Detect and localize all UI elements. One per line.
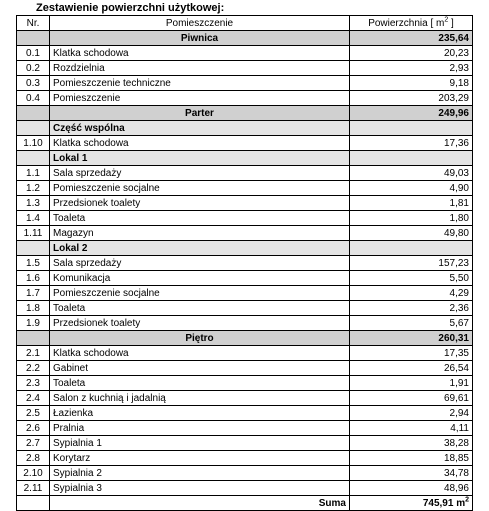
header-area-text: Powierzchnia [ m <box>368 17 445 29</box>
area-table <box>16 15 473 511</box>
room-area: 20,23 <box>350 46 473 61</box>
room-number: 1.5 <box>17 256 50 271</box>
section-value: 235,64 <box>350 31 473 46</box>
subsection-value <box>350 121 473 136</box>
room-area: 69,61 <box>350 391 473 406</box>
section-label: Parter <box>50 106 350 121</box>
room-name: Łazienka <box>50 406 350 421</box>
room-area: 4,29 <box>350 286 473 301</box>
room-name: Sala sprzedaży <box>50 256 350 271</box>
room-area: 4,11 <box>350 421 473 436</box>
table-row <box>17 166 473 181</box>
subsection-row <box>17 151 473 166</box>
table-row <box>17 376 473 391</box>
room-area: 1,80 <box>350 211 473 226</box>
room-name: Toaleta <box>50 376 350 391</box>
room-area: 49,80 <box>350 226 473 241</box>
total-label: Suma <box>50 496 350 511</box>
room-area: 203,29 <box>350 91 473 106</box>
table-row <box>17 436 473 451</box>
room-area: 18,85 <box>350 451 473 466</box>
room-area: 17,35 <box>350 346 473 361</box>
subsection-label: Lokal 2 <box>50 241 350 256</box>
section-nr <box>17 31 50 46</box>
room-name: Przedsionek toalety <box>50 196 350 211</box>
room-name: Salon z kuchnią i jadalnią <box>50 391 350 406</box>
room-number: 2.7 <box>17 436 50 451</box>
room-name: Sypialnia 2 <box>50 466 350 481</box>
room-number: 1.4 <box>17 211 50 226</box>
room-name: Sala sprzedaży <box>50 166 350 181</box>
section-value: 249,96 <box>350 106 473 121</box>
room-number: 1.6 <box>17 271 50 286</box>
room-area: 49,03 <box>350 166 473 181</box>
room-number: 0.2 <box>17 61 50 76</box>
header-area-unit: 2 <box>444 16 449 24</box>
room-number: 2.3 <box>17 376 50 391</box>
room-area: 4,90 <box>350 181 473 196</box>
room-name: Toaleta <box>50 211 350 226</box>
room-number: 0.4 <box>17 91 50 106</box>
table-row <box>17 361 473 376</box>
room-name: Komunikacja <box>50 271 350 286</box>
table-row <box>17 46 473 61</box>
table-row <box>17 181 473 196</box>
room-name: Klatka schodowa <box>50 346 350 361</box>
table-row <box>17 451 473 466</box>
subsection-nr <box>17 151 50 166</box>
room-area: 1,81 <box>350 196 473 211</box>
subsection-label: Lokal 1 <box>50 151 350 166</box>
table-row <box>17 91 473 106</box>
table-row <box>17 391 473 406</box>
table-body <box>17 31 473 496</box>
room-area: 48,96 <box>350 481 473 496</box>
section-row <box>17 31 473 46</box>
room-name: Pralnia <box>50 421 350 436</box>
table-row <box>17 226 473 241</box>
table-row <box>17 196 473 211</box>
subsection-value <box>350 151 473 166</box>
room-area: 5,50 <box>350 271 473 286</box>
room-area: 17,36 <box>350 136 473 151</box>
total-value <box>350 496 473 511</box>
table-row <box>17 286 473 301</box>
room-number: 2.8 <box>17 451 50 466</box>
section-label: Piwnica <box>50 31 350 46</box>
room-number: 2.4 <box>17 391 50 406</box>
room-name: Sypialnia 1 <box>50 436 350 451</box>
room-number: 0.3 <box>17 76 50 91</box>
room-number: 1.8 <box>17 301 50 316</box>
header-area-close: ] <box>448 17 454 29</box>
table-row <box>17 406 473 421</box>
room-area: 9,18 <box>350 76 473 91</box>
room-area: 5,67 <box>350 316 473 331</box>
room-name: Pomieszczenie techniczne <box>50 76 350 91</box>
room-number: 0.1 <box>17 46 50 61</box>
room-area: 34,78 <box>350 466 473 481</box>
table-row <box>17 76 473 91</box>
room-area: 38,28 <box>350 436 473 451</box>
room-number: 1.2 <box>17 181 50 196</box>
room-number: 2.10 <box>17 466 50 481</box>
room-number: 2.11 <box>17 481 50 496</box>
room-name: Pomieszczenie socjalne <box>50 181 350 196</box>
table-heading: Zestawienie powierzchni użytkowej: <box>36 2 225 14</box>
table-row <box>17 481 473 496</box>
header-area <box>350 16 473 31</box>
table-header-row <box>17 16 473 31</box>
room-name: Przedsionek toalety <box>50 316 350 331</box>
room-number: 2.1 <box>17 346 50 361</box>
room-area: 157,23 <box>350 256 473 271</box>
table-row <box>17 301 473 316</box>
room-number: 1.10 <box>17 136 50 151</box>
room-name: Klatka schodowa <box>50 46 350 61</box>
subsection-label: Część wspólna <box>50 121 350 136</box>
room-name: Pomieszczenie <box>50 91 350 106</box>
subsection-row <box>17 121 473 136</box>
room-number: 1.7 <box>17 286 50 301</box>
table-row <box>17 61 473 76</box>
room-number: 2.6 <box>17 421 50 436</box>
room-number: 1.11 <box>17 226 50 241</box>
section-label: Piętro <box>50 331 350 346</box>
table-row <box>17 271 473 286</box>
table-row <box>17 346 473 361</box>
header-room: Pomieszczenie <box>50 16 350 31</box>
section-nr <box>17 331 50 346</box>
subsection-nr <box>17 241 50 256</box>
total-value-text: 745,91 m <box>422 497 466 509</box>
room-name: Rozdzielnia <box>50 61 350 76</box>
room-number: 1.3 <box>17 196 50 211</box>
room-area: 26,54 <box>350 361 473 376</box>
table-row <box>17 256 473 271</box>
table-row <box>17 466 473 481</box>
room-area: 2,36 <box>350 301 473 316</box>
total-blank <box>17 496 50 511</box>
room-name: Toaleta <box>50 301 350 316</box>
total-value-unit: 2 <box>465 496 469 504</box>
room-number: 2.2 <box>17 361 50 376</box>
room-name: Sypialnia 3 <box>50 481 350 496</box>
room-number: 2.5 <box>17 406 50 421</box>
room-number: 1.9 <box>17 316 50 331</box>
room-name: Pomieszczenie socjalne <box>50 286 350 301</box>
table-row <box>17 136 473 151</box>
section-value: 260,31 <box>350 331 473 346</box>
subsection-nr <box>17 121 50 136</box>
room-area: 2,93 <box>350 61 473 76</box>
room-name: Korytarz <box>50 451 350 466</box>
room-area: 1,91 <box>350 376 473 391</box>
table-row <box>17 421 473 436</box>
header-nr: Nr. <box>17 16 50 31</box>
section-row <box>17 331 473 346</box>
total-row <box>17 496 473 511</box>
room-name: Magazyn <box>50 226 350 241</box>
room-name: Klatka schodowa <box>50 136 350 151</box>
table-row <box>17 211 473 226</box>
room-name: Gabinet <box>50 361 350 376</box>
room-area: 2,94 <box>350 406 473 421</box>
section-row <box>17 106 473 121</box>
subsection-row <box>17 241 473 256</box>
table-row <box>17 316 473 331</box>
section-nr <box>17 106 50 121</box>
room-number: 1.1 <box>17 166 50 181</box>
subsection-value <box>350 241 473 256</box>
